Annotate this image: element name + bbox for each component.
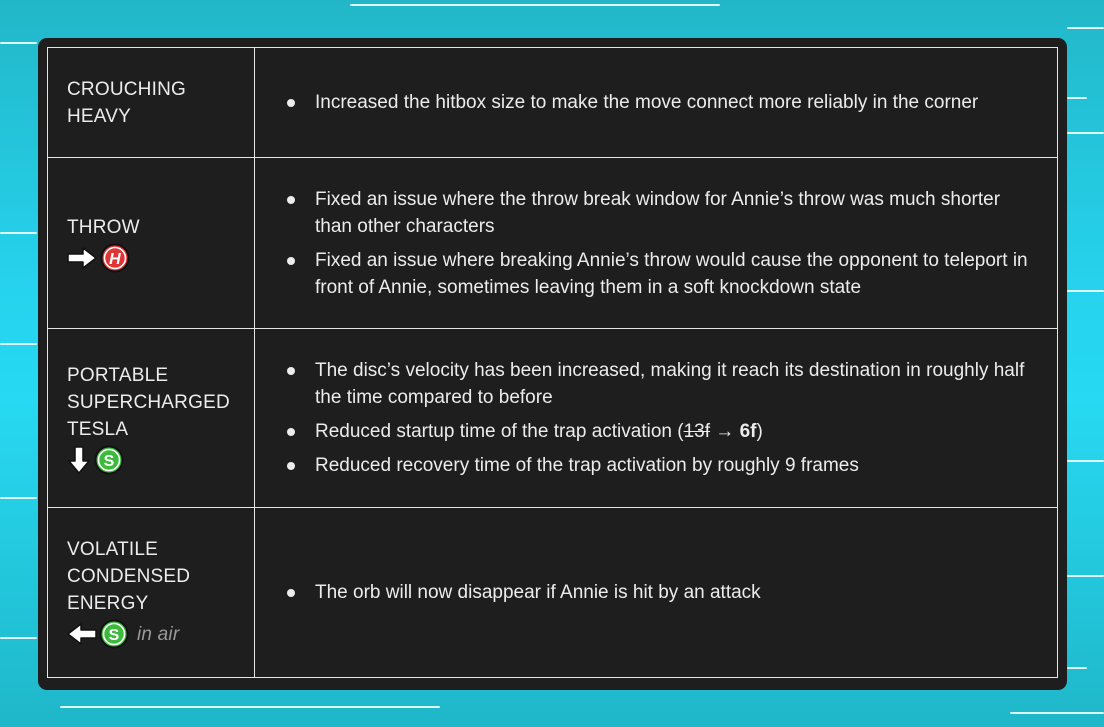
background-streak (1067, 27, 1104, 29)
change-item (315, 418, 1037, 445)
background-streak (1067, 575, 1104, 577)
change-arrow: → (710, 421, 740, 442)
background-streak (1067, 667, 1087, 669)
move-name-line: TESLA (67, 418, 129, 440)
change-list (315, 89, 1037, 116)
table-row (48, 508, 1058, 678)
button-letter: S (108, 627, 120, 644)
move-name-line: PORTABLE (67, 364, 169, 386)
move-input (67, 619, 254, 649)
notes-cell (255, 48, 1058, 158)
table-row (48, 329, 1058, 508)
move-name-line: THROW (67, 216, 140, 238)
left-arrow-icon (67, 623, 97, 645)
change-item: Fixed an issue where the throw break window for Annie’s throw was much shorter than other characters (315, 186, 1037, 240)
move-changes-table (47, 47, 1058, 678)
background-streak (0, 497, 37, 499)
background-streak (0, 232, 37, 234)
move-name-line: CROUCHING (67, 78, 186, 100)
move-name-line: HEAVY (67, 105, 132, 127)
change-text: ) (756, 421, 763, 442)
down-arrow-icon (67, 446, 91, 474)
background-streak (1067, 290, 1104, 292)
background-streak (1067, 132, 1104, 134)
background-streak (60, 706, 440, 708)
background-streak (0, 637, 37, 639)
change-list (315, 357, 1037, 479)
heavy-button-icon (100, 243, 130, 273)
change-text: Reduced startup time of the trap activation ( (315, 421, 684, 442)
right-arrow-icon (67, 247, 97, 269)
background-streak (0, 343, 37, 345)
move-cell (48, 329, 255, 508)
move-name-line: VOLATILE (67, 539, 159, 560)
move-name-line: SUPERCHARGED (67, 391, 230, 413)
move-cell (48, 48, 255, 158)
button-letter: H (109, 250, 121, 268)
move-cell (48, 508, 255, 678)
background-streak (350, 4, 720, 6)
move-input (67, 445, 254, 475)
patch-notes-panel (38, 38, 1067, 690)
change-list (315, 579, 1037, 606)
background-streak (1067, 460, 1104, 462)
button-letter: S (103, 452, 115, 470)
notes-cell (255, 329, 1058, 508)
background-streak (1010, 712, 1104, 714)
special-button-icon (99, 619, 129, 649)
special-button-icon (94, 445, 124, 475)
change-item: Fixed an issue where breaking Annie’s throw would cause the opponent to teleport in front of Annie, sometimes leaving them in a soft knockdown state (315, 247, 1037, 301)
table-row (48, 48, 1058, 158)
background-streak (1067, 97, 1087, 99)
input-qualifier: in air (137, 623, 180, 645)
change-list (315, 186, 1037, 301)
move-cell (48, 158, 255, 329)
change-item: The disc’s velocity has been increased, making it reach its destination in roughly half the time compared to before (315, 357, 1037, 411)
move-input (67, 243, 254, 273)
move-name-line: CONDENSED (67, 566, 191, 587)
new-frame-value: 6f (739, 421, 757, 442)
change-item: Reduced recovery time of the trap activation by roughly 9 frames (315, 452, 1037, 479)
background-streak (0, 42, 37, 44)
change-item: Increased the hitbox size to make the move connect more reliably in the corner (315, 89, 1037, 116)
old-frame-value: 13f (683, 421, 711, 442)
move-name-line: ENERGY (67, 593, 149, 614)
notes-cell (255, 158, 1058, 329)
table-row (48, 158, 1058, 329)
change-item: The orb will now disappear if Annie is hit by an attack (315, 579, 1037, 606)
notes-cell (255, 508, 1058, 678)
